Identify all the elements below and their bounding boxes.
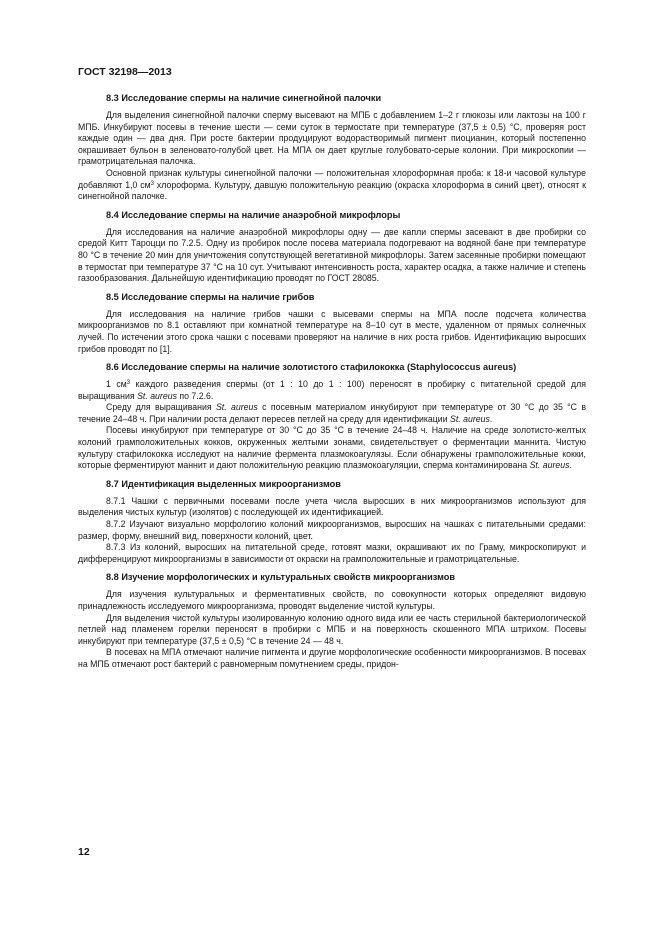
paragraph: В посевах на МПА отмечают наличие пигмента и другие морфологические особенности микроорганизмов. В посевах на МПБ отмечают рост бактерий с равномерным помутнением среды, придон-: [78, 647, 586, 669]
paragraph: Для изучения культуральных и ферментативных свойств, по совокупности которых определяют видовую принадлежность исследуемого микроорганизма, проводят выделение чистой культуры.: [78, 589, 586, 611]
superscript: 3: [150, 180, 155, 187]
paragraph: 8.7.1 Чашки с первичными посевами после учета числа выросших в них микроорганизмов используют для выделения чистых культур (изолятов) с последующей их идентификацией.: [78, 495, 586, 518]
italic-term: St. aureus: [215, 402, 258, 413]
document-header: ГОСТ 32198—2013: [78, 66, 172, 78]
section: [78, 571, 586, 670]
italic-term: St. aureus: [529, 460, 570, 471]
section-heading: 8.5 Исследование спермы на наличие грибов: [106, 291, 315, 302]
italic-term: St. aureus: [450, 413, 490, 424]
paragraph: 8.7.2 Изучают визуально морфологию колоний микроорганизмов, выросших на чашках с питательными средами: размер, форму, внешний вид, поверхности колоний, цвет.: [78, 519, 586, 541]
paragraph: Среду для выращивания St. aureus с посевным материалом инкубируют при температуре от 30 °С до 35 °С в течение 24–48 ч. При наличии роста делают пересев петлей на среду для идентификации St. aureus.: [78, 402, 586, 424]
section: [78, 209, 586, 285]
section-heading: 8.7 Идентификация выделенных микроорганизмов: [106, 478, 341, 489]
paragraph: Для исследования на наличие анаэробной микрофлоры одну — две капли спермы засевают в две пробирки со средой Китт Тароцци по 7.2.5. Одну из пробирок после посева материала подогревают на водяной бане при температуре 80 °С в течение 20 мин для уничтожения сопутствующей вегетативной микрофлоры. Затем засеянные пробирки помещают в термостат при температуре 37 °С на 10 сут. Учитывают интенсивность роста, характер осадка, а также наличие и степень газообразования. Дальнейшую идентификацию проводят по ГОСТ 28085.: [78, 226, 586, 284]
paragraph: Для выделения синегнойной палочки сперму высевают на МПБ с добавлением 1–2 г глюкозы или лактозы на 100 г МПБ. Инкубируют посевы в течение шести — семи суток в термостате при температуре (37,5 ± 0,5) °С, проверяя рост каждые один — два дня. При росте бактерии продуцируют водорастворимый пигмент пиоцианин, который постепенно окрашивает бульон в зеленовато-голубой цвет. На МПА он дает круглые голубовато-серые колонии. При микроскопии — грамотрицательная палочка.: [78, 110, 586, 167]
section-heading: 8.4 Исследование спермы на наличие анаэробной микрофлоры: [106, 209, 401, 220]
section: [78, 92, 586, 203]
paragraph: Основной признак культуры синегнойной палочки — положительная хлороформная проба: к 18-и часовой культуре добавляют 1,0 $см^3$ хлороформа. Культуру, давшую положительную реакцию (окраска хлороформа в синий цвет), относят к синегнойной палочке.: [78, 167, 586, 202]
superscript: 3: [126, 380, 131, 387]
page-number: 12: [78, 846, 90, 858]
paragraph: Для выделения чистой культуры изолированную колонию одного вида или ее часть стерильной бактериологической петлей над пламенем горелки переносят в пробирки с МПБ и на поверхность скошенного МПА штрихом. Посевы инкубируют при температуре (37,5 ± 0,5) °С в течение 24 — 48 ч.: [78, 612, 586, 646]
section-heading: 8.8 Изучение морфологических и культуральных свойств микроорганизмов: [106, 572, 456, 583]
section: [78, 291, 586, 355]
section: [78, 478, 586, 566]
section-heading: 8.6 Исследование спермы на наличие золотистого стафилококка (Staphylococcus aureus): [106, 362, 517, 373]
document-body: [78, 92, 586, 671]
paragraph: Для исследования на наличие грибов чашки с высевами спермы на МПА после подсчета количества микроорганизмов по 8.1 оставляют при комнатной температуре на 8–10 сут в месте, удаленном от прямых солнечных лучей. По истечении этого срока чашки с посевами проверяют на наличие в них роста грибов. Идентификацию выросших грибов проводят по [1].: [78, 308, 586, 354]
paragraph: 8.7.3 Из колоний, выросших на питательной среде, готовят мазки, окрашивают их по Граму, микроскопируют и дифференцируют микроорганизмы в зависимости от окраски на грамположительные и грамотрицательные.: [78, 542, 586, 564]
paragraph: Посевы инкубируют при температуре от 30 °С до 35 °С в течение 24–48 ч. Наличие на среде золотисто-желтых колоний грамположительных кокков, окруженных желтыми зонами, свидетельствует о ферментации маннита. Чистую культуру стафилококка исследуют на наличие фермента плазмокоагулязы. Если обнаружены грамположительные кокки, которые ферментируют маннит и дают положительную реакцию плазмокоагуляции, сперма контаминирована St. aureus.: [78, 425, 586, 471]
section-heading: 8.3 Исследование спермы на наличие синегнойной палочки: [106, 93, 382, 103]
paragraph: 1 $см^3$ каждого разведения спермы (от 1 : 10 до 1 : 100) переносят в пробирку с питательной средой для выращивания St. aureus по 7.2.6.: [78, 379, 586, 401]
section: [78, 361, 586, 472]
italic-term: St. aureus: [137, 390, 177, 401]
